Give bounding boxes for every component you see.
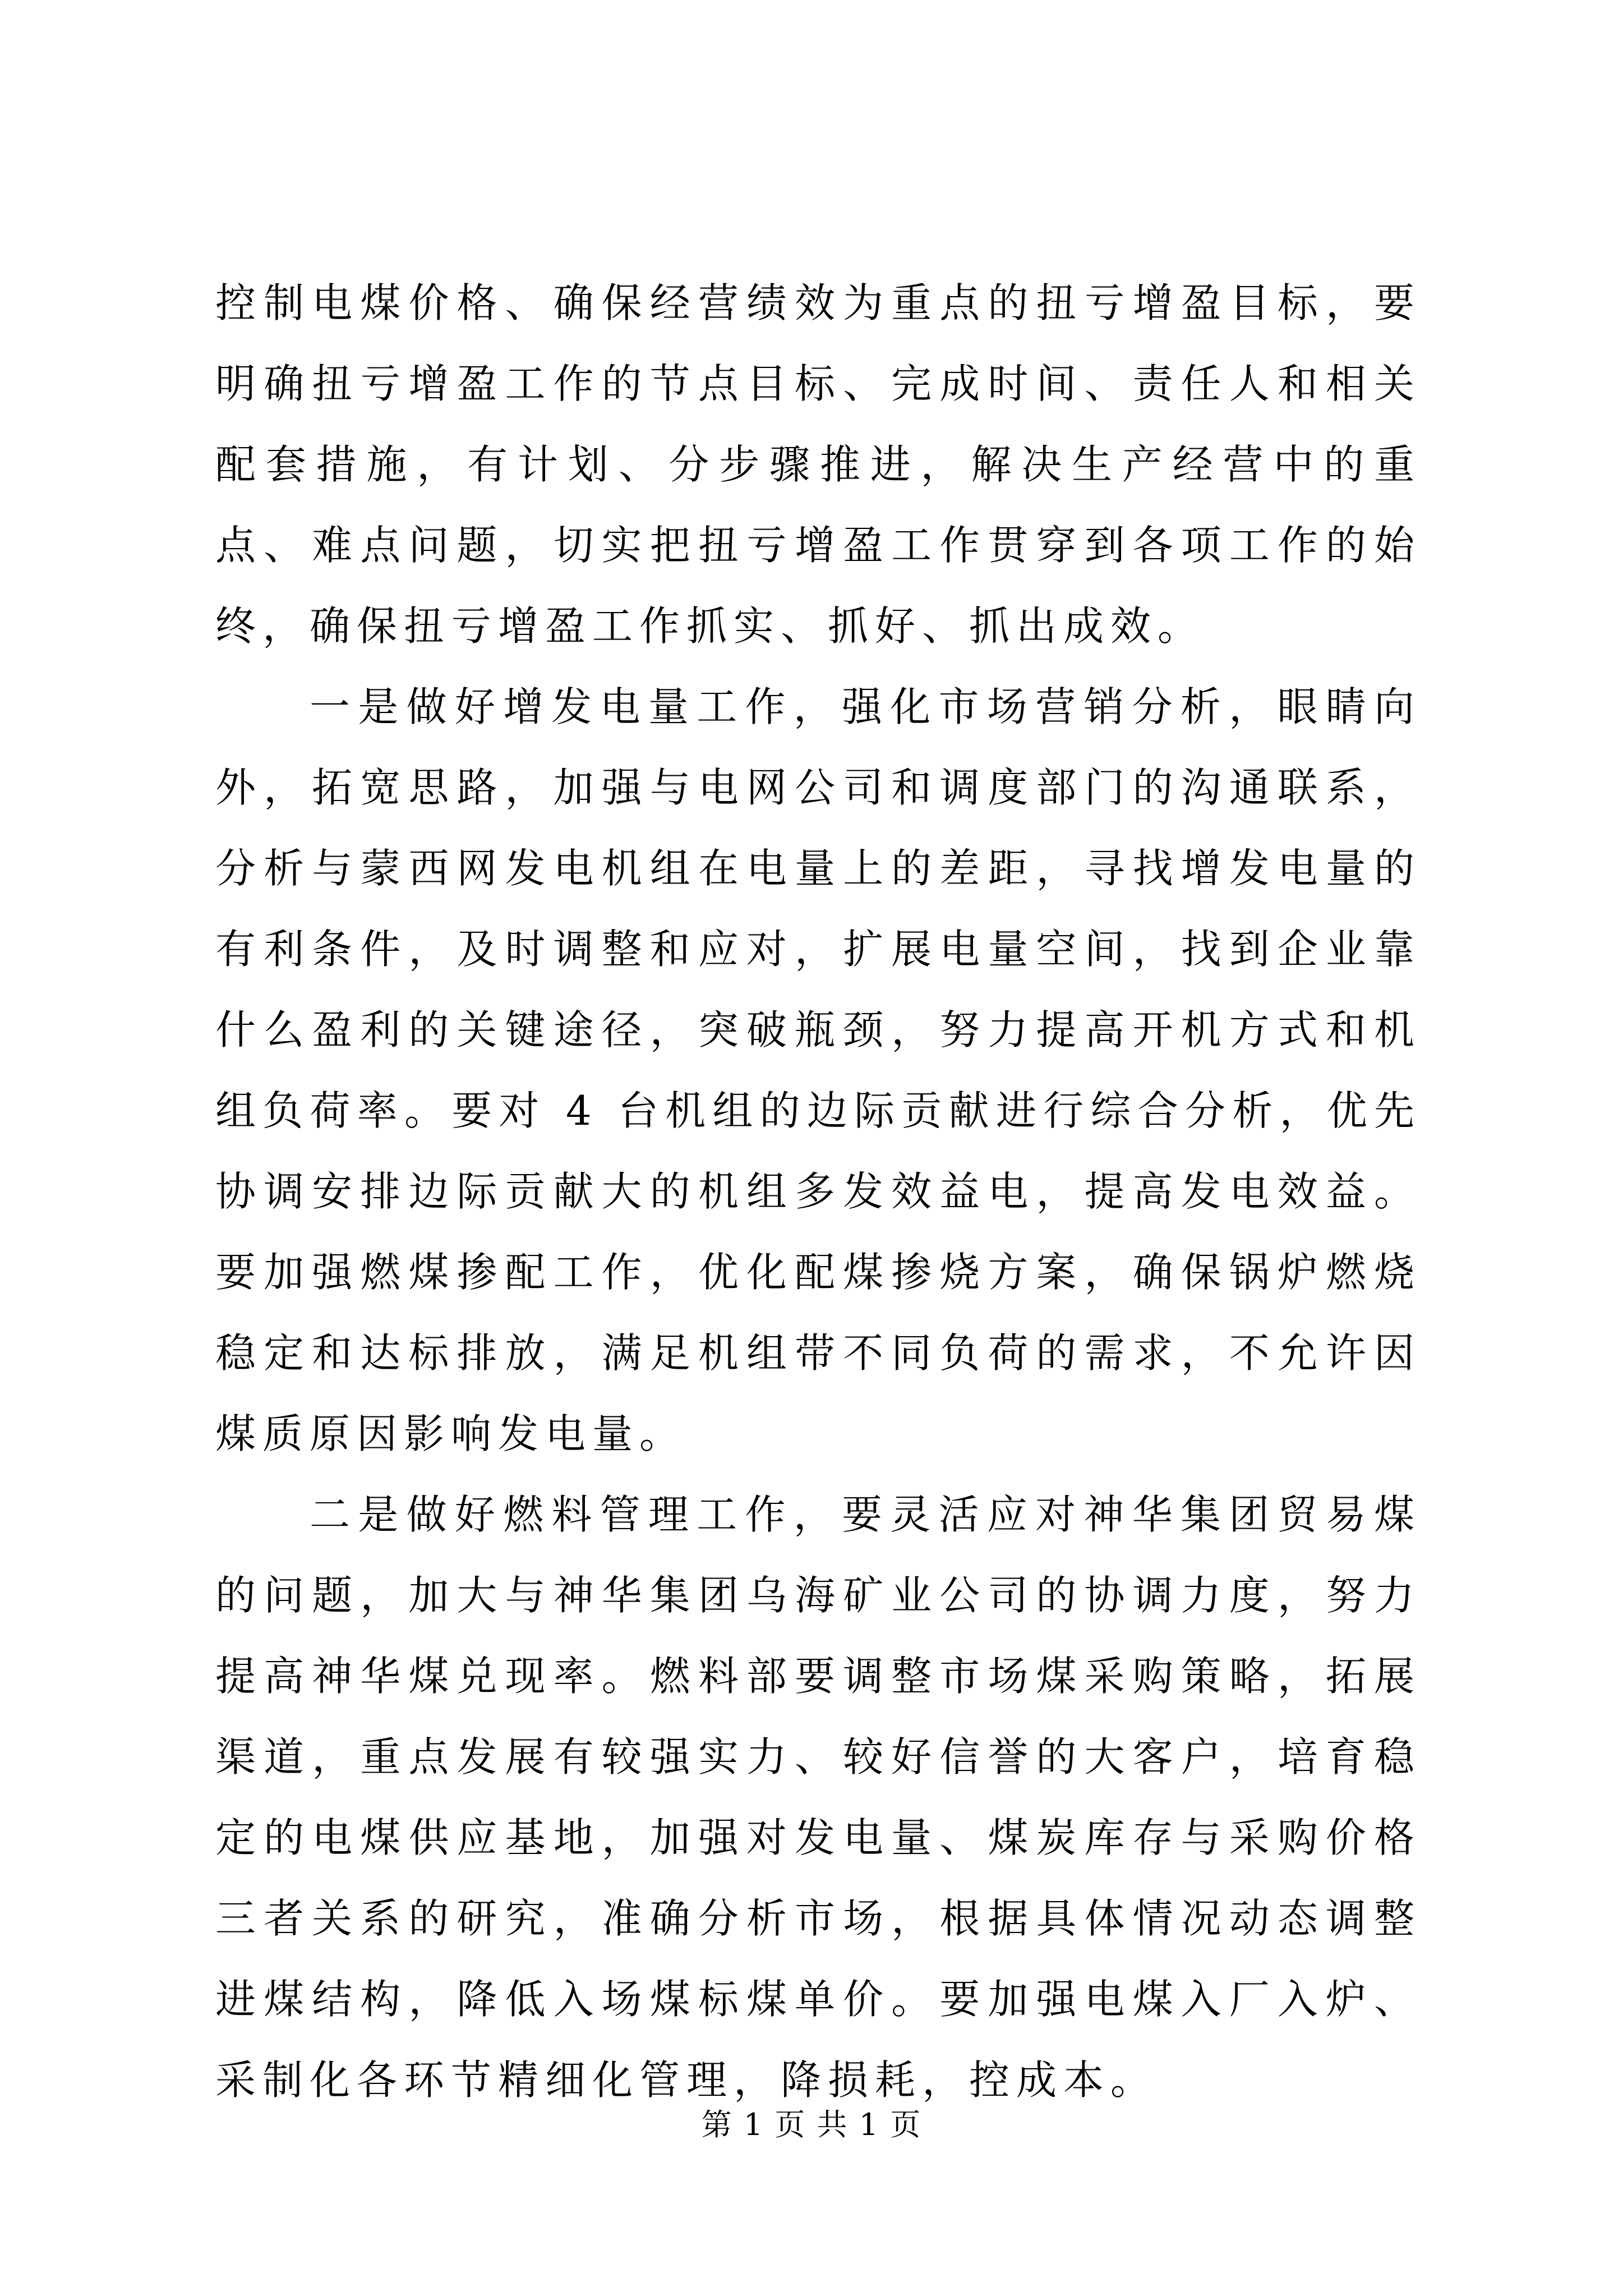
paragraph-continuation: 控制电煤价格、确保经营绩效为重点的扭亏增盈目标，要明确扭亏增盈工作的节点目标、完成时间、责任人和相关配套措施，有计划、分步骤推进，解决生产经营中的重点、难点问题，切实把扭亏增盈工作贯穿到各项工作的始终，确保扭亏增盈工作抓实、抓好、抓出成效。	[215, 279, 1421, 650]
paragraph-power-generation: 一是做好增发电量工作，强化市场营销分析，眼睛向外，拓宽思路，加强与电网公司和调度部门的沟通联系，分析与蒙西网发电机组在电量上的差距，寻找增发电量的有利条件，及时调整和应对，扩展电量空间，找到企业靠什么盈利的关键途径，突破瓶颈，努力提高开机方式和机组负荷率。要对 4 台机组的边际贡献进行综合分析，优先协调安排边际贡献大的机组多发效益电，提高发电效益。要加强燃煤掺配工作，优化配煤掺烧方案，确保锅炉燃烧稳定和达标排放，满足机组带不同负荷的需求，不允许因煤质原因影响发电量。	[215, 683, 1421, 1457]
page-number-footer: 第 1 页 共 1 页	[701, 2107, 922, 2142]
paragraph-fuel-management: 二是做好燃料管理工作，要灵活应对神华集团贸易煤的问题，加大与神华集团乌海矿业公司的协调力度，努力提高神华煤兑现率。燃料部要调整市场煤采购策略，拓展渠道，重点发展有较强实力、较好信誉的大客户，培育稳定的电煤供应基地，加强对发电量、煤炭库存与采购价格三者关系的研究，准确分析市场，根据具体情况动态调整进煤结构，降低入场煤标煤单价。要加强电煤入厂入炉、采制化各环节精细化管理，降损耗，控成本。	[215, 1491, 1421, 2104]
body-text	[215, 263, 1421, 2120]
